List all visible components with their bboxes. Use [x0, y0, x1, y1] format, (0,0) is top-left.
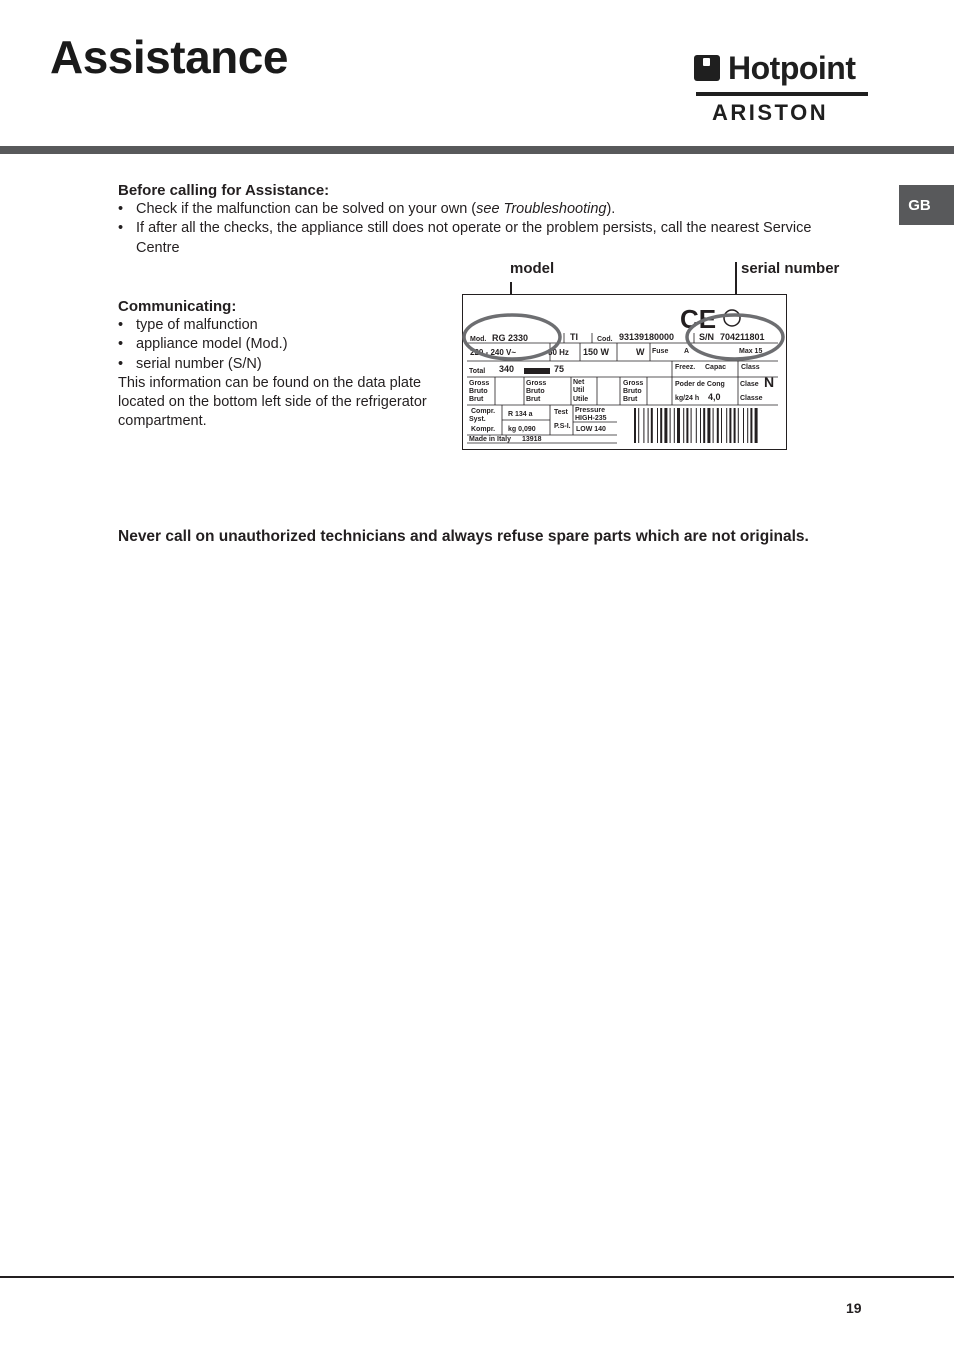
gross-label: Gross [469, 380, 490, 387]
sn-value: 704211801 [720, 332, 765, 342]
refrigerant-value: R 134 a [508, 411, 533, 418]
w-label: W [636, 347, 645, 357]
logo-divider [696, 92, 868, 96]
ti-label: TI [570, 332, 578, 342]
pressure-low: LOW 140 [576, 426, 606, 433]
brand-name: Hotpoint [728, 49, 856, 86]
warning-text: Never call on unauthorized technicians and always refuse spare parts which are not originals. [118, 528, 809, 545]
net-label: Net [573, 379, 585, 386]
pressure-label: Pressure [575, 407, 605, 414]
made-in-label: Made in Italy [469, 436, 512, 443]
class-label: Class [741, 364, 760, 371]
hotpoint-logo-mark-icon [694, 55, 720, 81]
classe-label: Classe [740, 395, 763, 402]
psi-label: P.S-I. [554, 423, 571, 430]
star-value: 75 [554, 364, 565, 374]
clase-value: N [764, 374, 775, 390]
frequency-value: 50 Hz [548, 348, 569, 357]
before-calling-heading: Before calling for Assistance: [118, 182, 330, 199]
amp-label: A [684, 348, 690, 355]
list-item: • If after all the checks, the appliance still does not operate or the problem persists, call the nearest Service Centre [118, 219, 848, 258]
data-plate-diagram [462, 294, 787, 450]
max-label: Max 15 [739, 348, 763, 355]
communicating-section [118, 298, 448, 431]
made-code: 13918 [522, 436, 542, 443]
brand-sub: ARISTON [712, 100, 829, 125]
gross-label: Gross [623, 380, 644, 387]
refrigerant-kg: kg 0,090 [508, 426, 536, 433]
fuse-label: Fuse [652, 348, 669, 355]
list-item: • Check if the malfunction can be solved on your own (see Troubleshooting). [118, 200, 848, 219]
power-value: 150 W [583, 347, 610, 357]
compr-label: Compr. [471, 408, 496, 415]
gross-label: Brut [469, 396, 484, 403]
list-item: • type of malfunction [118, 316, 448, 335]
gross-label: Gross [526, 380, 547, 387]
star-rating-icon [524, 368, 550, 374]
communicating-heading: Communicating: [118, 298, 237, 315]
freez-label: Freez. [675, 364, 696, 371]
total-label: Total [469, 368, 486, 375]
hotpoint-ariston-logo [694, 50, 870, 128]
pressure-high: HIGH-235 [575, 415, 607, 422]
serial-callout-label: serial number [741, 260, 840, 277]
gross-label: Brut [526, 396, 541, 403]
syst-label: Syst. [469, 416, 486, 423]
gross-label: Bruto [469, 388, 488, 395]
page-title: Assistance [50, 31, 288, 83]
model-callout-label: model [510, 260, 555, 277]
mod-value: RG 2330 [492, 333, 529, 343]
kompr-label: Kompr. [471, 426, 496, 433]
kg24-label: kg/24 h [675, 395, 700, 402]
list-item: • appliance model (Mod.) [118, 335, 448, 354]
gross-label: Bruto [623, 388, 642, 395]
before-calling-section [118, 182, 848, 258]
header-rule [0, 146, 954, 154]
cod-value: 93139180000 [619, 332, 675, 342]
poder-label: Poder de Cong [675, 381, 725, 388]
page-number: 19 [846, 1300, 862, 1316]
net-label: Utile [573, 396, 589, 403]
list-item: • serial number (S/N) [118, 355, 448, 374]
capac-label: Capac [705, 364, 727, 371]
kg24-value: 4,0 [708, 392, 721, 402]
cod-label: Cod. [597, 336, 613, 343]
mod-label: Mod. [470, 336, 487, 343]
clase-label: Clase [740, 381, 759, 388]
total-value: 340 [499, 364, 515, 374]
gross-label: Bruto [526, 388, 545, 395]
gross-label: Brut [623, 396, 638, 403]
data-plate-note: This information can be found on the data plate located on the bottom left side of the refrigerator compartment. [118, 374, 427, 429]
language-tab: GB [899, 185, 954, 225]
net-label: Util [573, 387, 585, 394]
voltage-value: 220 - 240 V~ [470, 348, 517, 357]
test-label: Test [554, 409, 568, 416]
footer-rule [0, 1276, 954, 1278]
ce-mark: CE [680, 304, 717, 334]
sn-label: S/N [699, 332, 715, 342]
